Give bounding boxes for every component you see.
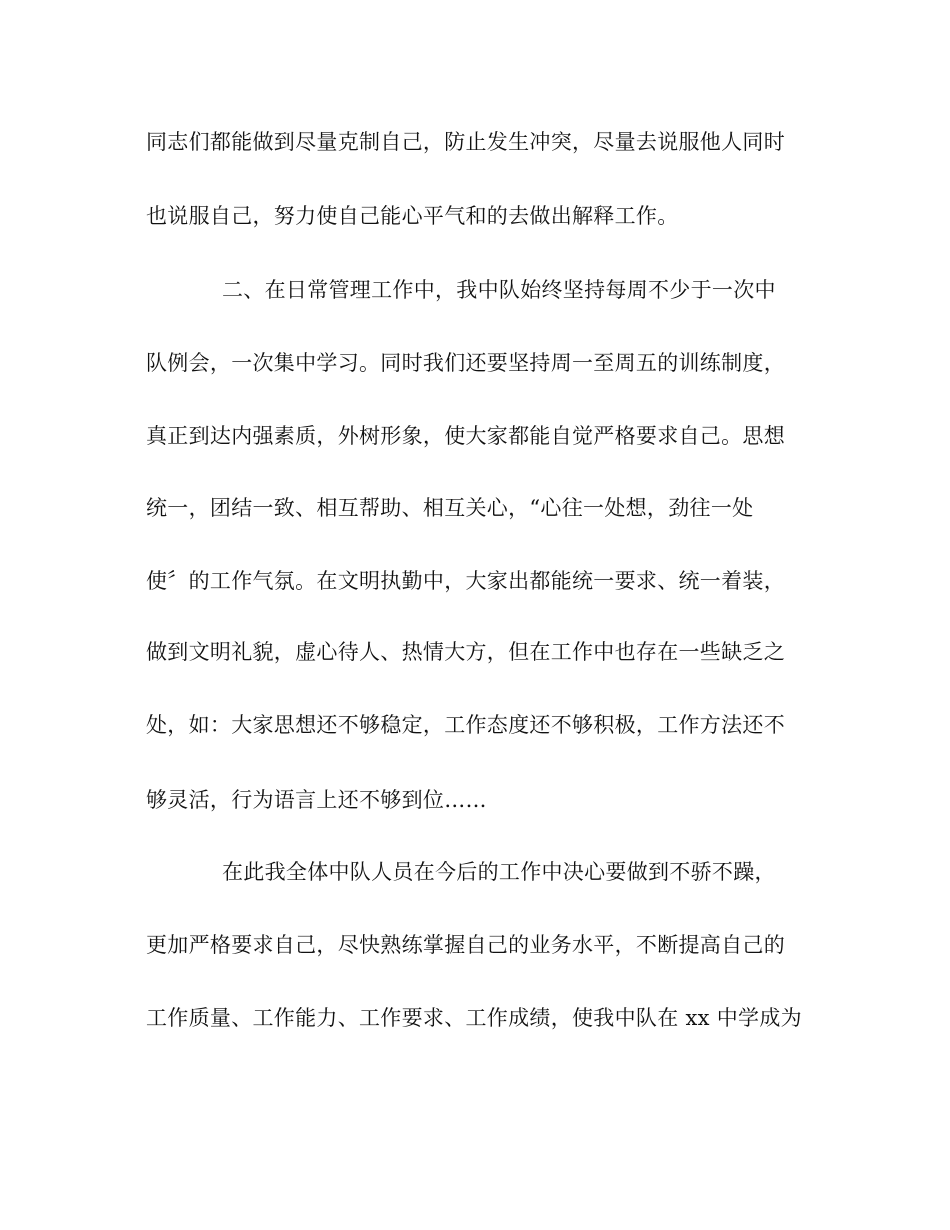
text-line: 队例会，一次集中学习。同时我们还要坚持周一至周五的训练制度，: [146, 351, 785, 375]
paragraph-start-line: 二、在日常管理工作中，我中队始终坚持每周不少于一次中: [222, 278, 776, 302]
text-line: 处，如：大家思想还不够稳定，工作态度还不够积极，工作方法还不: [146, 713, 785, 737]
text-line: 更加严格要求自己，尽快熟练掌握自己的业务水平，不断提高自己的: [146, 933, 785, 957]
text-line: 同志们都能做到尽量克制自己，防止发生冲突，尽量去说服他人同时: [146, 130, 785, 154]
text-line: 也说服自己，努力使自己能心平气和的去做出解释工作。: [146, 204, 679, 228]
text-line: 使〞的工作气氛。在文明执勤中，大家出都能统一要求、统一着装，: [146, 569, 785, 593]
text-line: 工作质量、工作能力、工作要求、工作成绩，使我中队在 xx 中学成为: [146, 1006, 802, 1030]
text-line: 真正到达内强素质，外树形象，使大家都能自觉严格要求自己。思想: [146, 424, 785, 448]
text-line: 统一，团结一致、相互帮助、相互关心，“心往一处想，劲往一处: [146, 496, 754, 520]
paragraph-start-line: 在此我全体中队人员在今后的工作中决心要做到不骄不躁，: [222, 860, 776, 884]
text-line: 够灵活，行为语言上还不够到位……: [146, 788, 487, 812]
text-line: 做到文明礼貌，虚心待人、热情大方，但在工作中也存在一些缺乏之: [146, 640, 785, 664]
